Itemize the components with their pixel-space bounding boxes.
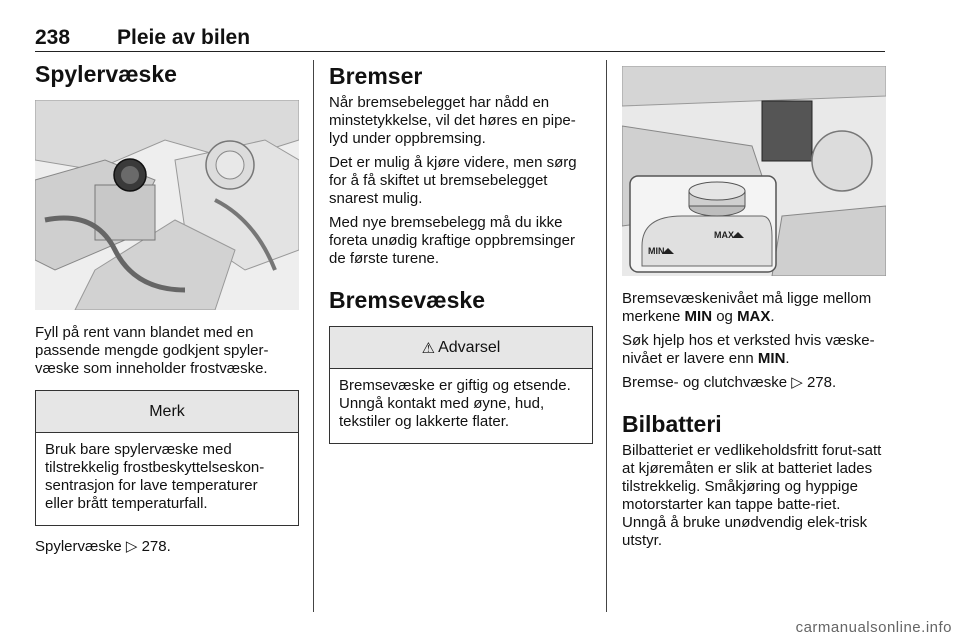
column-divider	[313, 60, 314, 612]
engine-bay-illustration	[35, 100, 299, 310]
column-divider	[606, 60, 607, 612]
column-washer-fluid	[35, 60, 299, 556]
brakes-text-1: Når bremsebelegget har nådd en minstetykkelse, vil det høres en pipe-lyd under oppbremsing.	[329, 94, 576, 147]
xref-page[interactable]: 278.	[806, 374, 837, 391]
text-run: Bremsevæskenivået må ligge mellom merkene	[622, 290, 872, 325]
column-brakes	[329, 60, 593, 444]
note-title: Merk	[36, 391, 298, 433]
chapter-title: Pleie av bilen	[117, 26, 251, 49]
brake-fluid-low-text	[622, 332, 886, 368]
warning-header	[330, 327, 592, 369]
section-heading-brake-fluid: Bremsevæske	[329, 287, 486, 313]
min-mark-text: MIN	[684, 308, 713, 325]
warning-title: Advarsel	[438, 338, 501, 356]
min-mark-text: MIN	[757, 350, 786, 367]
washer-fluid-text: Fyll på rent vann blandet med en passende mengde godkjent spyler-væske som inneholder frostvæske.	[35, 324, 269, 377]
xref-label: Spylervæske	[35, 538, 122, 555]
max-mark-text: MAX	[737, 308, 771, 325]
page-ref-icon: ▷	[125, 538, 138, 555]
cross-reference	[622, 374, 886, 392]
section-heading: Spylervæske	[35, 61, 177, 87]
text-run: Søk hjelp hos et verksted hvis væske-nivået er lavere enn	[622, 332, 875, 367]
max-mark-label: MAX	[714, 230, 734, 240]
warning-box	[329, 326, 593, 444]
xref-label: Bremse- og clutchvæske	[622, 374, 788, 391]
section-heading-battery: Bilbatteri	[622, 411, 722, 437]
xref-page[interactable]: 278.	[141, 538, 171, 555]
washer-reservoir-figure	[35, 100, 299, 310]
warning-text: Bremsevæske er giftig og etsende. Unngå kontakt med øyne, hud, tekstiler og lakkerte flater.	[339, 377, 571, 430]
battery-text: Bilbatteriet er vedlikeholdsfritt forut-satt at kjøremåten er slik at batteriet lades tilstrekkelig. Småkjøring og hyppige motorstarter kan tappe batte-riet. Unngå å bruke unødvendig elek-trisk utstyr.	[622, 442, 882, 549]
page-number: 238	[35, 26, 71, 49]
cross-reference	[35, 538, 299, 556]
column-brake-fluid-battery	[622, 60, 886, 550]
note-text: Bruk bare spylervæske med tilstrekkelig frostbeskyttelseskon-sentrasjon for lave temperaturer eller brått temperaturfall.	[45, 441, 265, 512]
min-mark-label: MIN	[648, 246, 665, 256]
text-run: .	[785, 350, 790, 367]
note-box	[35, 390, 299, 526]
text-run: .	[770, 308, 775, 325]
brake-reservoir-illustration	[622, 66, 886, 276]
brake-fluid-level-text	[622, 290, 886, 326]
text-run: og	[716, 308, 733, 325]
page-header	[35, 20, 885, 52]
brakes-text-3: Med nye bremsebelegg må du ikke foreta unødig kraftige oppbremsinger de første turene.	[329, 214, 575, 267]
warning-icon: ⚠	[421, 339, 436, 357]
brake-fluid-reservoir-figure	[622, 66, 886, 276]
section-heading-brakes: Bremser	[329, 63, 423, 89]
page-ref-icon: ▷	[791, 374, 803, 391]
brakes-text-2: Det er mulig å kjøre videre, men sørg for å få skiftet ut bremsebelegget snarest mulig.	[329, 154, 577, 207]
watermark: carmanualsonline.info	[795, 619, 952, 636]
